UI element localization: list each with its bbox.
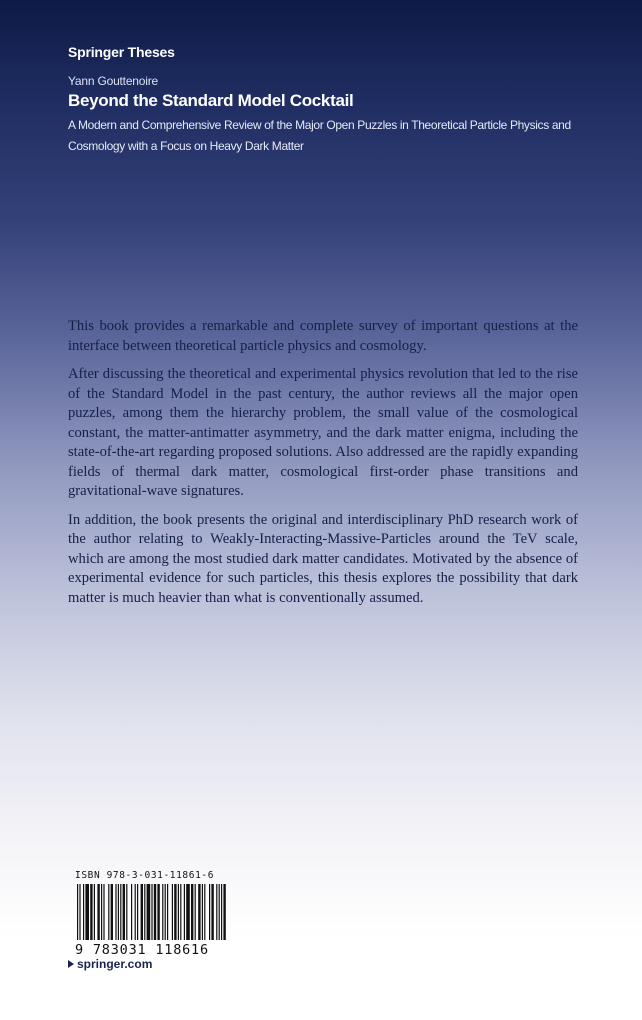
blurb-paragraph-3: In addition, the book presents the original and interdisciplinary PhD research work of the author relating to Weakly-Interacting-Massive-Particles around the TeV scale, which are among the most studied dark matter candidates. Motivated by the absence of experimental evidence for such particles, this thesis explores the possibility that dark matter is much heavier than what is conventionally assumed. <box>68 511 578 606</box>
publisher-url: springer.com <box>77 957 153 971</box>
isbn-barcode-block <box>75 870 235 958</box>
series-name: Springer Theses <box>68 44 175 60</box>
author-name: Yann Gouttenoire <box>68 74 158 88</box>
publisher-link[interactable] <box>68 957 152 971</box>
back-cover-blurb <box>68 317 578 617</box>
ean-digits: 9 783031 118616 <box>75 942 209 958</box>
book-title: Beyond the Standard Model Cocktail <box>68 91 354 110</box>
blurb-paragraph-2: After discussing the theoretical and experimental physics revolution that led to the rise of the Standard Model in the past century, the author reviews all the major open puzzles, among them the hierarchy problem, the small value of the cosmological constant, the matter-antimatter asymmetry, and the dark matter enigma, including the state-of-the-art regarding proposed solutions. Also addressed are the rapidly expanding fields of thermal dark matter, cosmological first-order phase transitions and gravitational-wave signatures. <box>68 366 578 499</box>
blurb-paragraph-1: This book provides a remarkable and complete survey of important questions at the interface between theoretical particle physics and cosmology. <box>68 318 578 354</box>
isbn-label: ISBN 978-3-031-11861-6 <box>75 870 215 881</box>
barcode-image <box>75 884 227 940</box>
cover-header <box>68 44 608 157</box>
arrow-right-icon <box>68 960 74 968</box>
book-subtitle: A Modern and Comprehensive Review of the Major Open Puzzles in Theoretical Particle Physics and Cosmology with a Focus on Heavy Dark Matter <box>68 118 571 153</box>
